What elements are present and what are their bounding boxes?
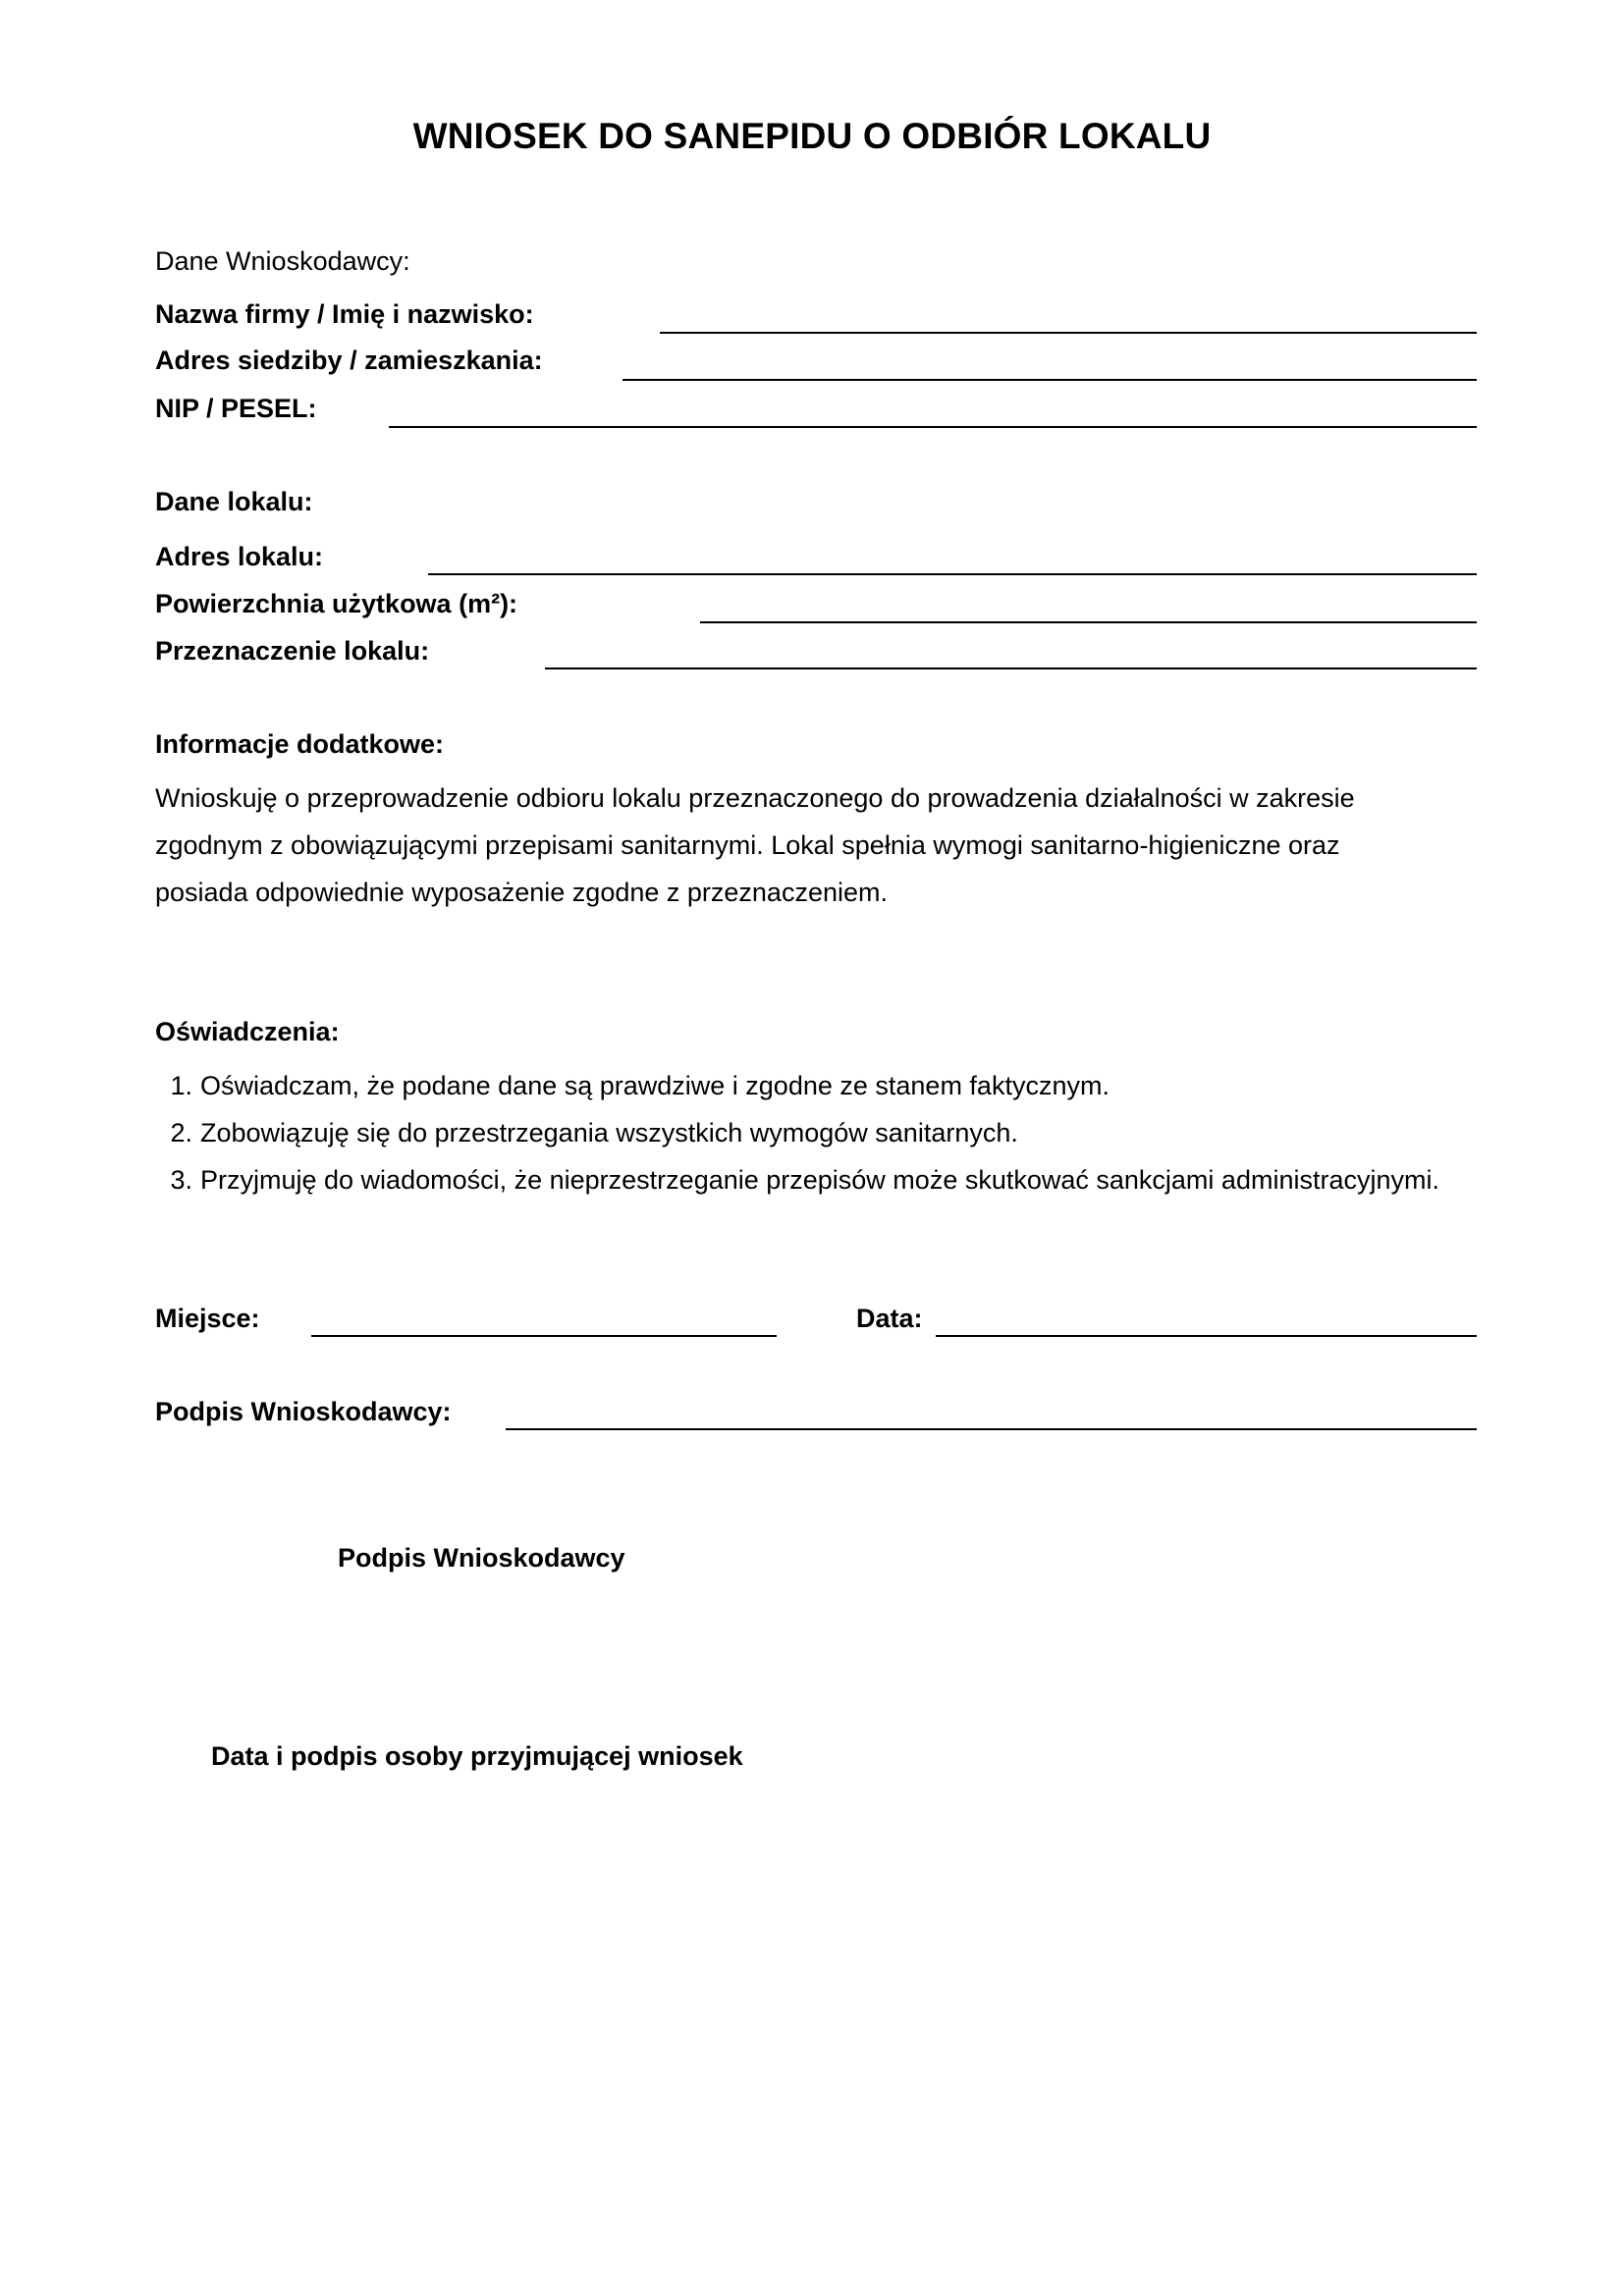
usable-area-field[interactable] [700, 621, 1477, 623]
document-title: WNIOSEK DO SANEPIDU O ODBIÓR LOKALU [412, 116, 1212, 156]
date-field[interactable] [936, 1335, 1477, 1337]
company-name-field[interactable] [660, 332, 1477, 334]
additional-info-heading: Informacje dodatkowe: [155, 729, 445, 759]
place-field[interactable] [311, 1335, 777, 1337]
premises-address-label: Adres lokalu: [155, 542, 324, 571]
nip-pesel-label: NIP / PESEL: [155, 394, 317, 423]
declaration-number: 2. [170, 1118, 192, 1148]
nip-pesel-field[interactable] [389, 426, 1477, 428]
additional-info-line: zgodnym z obowiązującymi przepisami sanitarnymi. Lokal spełnia wymogi sanitarno-higieniczne oraz [155, 830, 1340, 860]
date-label: Data: [856, 1304, 923, 1333]
usable-area-label: Powierzchnia użytkowa (m²): [155, 589, 518, 618]
declaration-text: Zobowiązuję się do przestrzegania wszystkich wymogów sanitarnych. [200, 1118, 1018, 1148]
address-label: Adres siedziby / zamieszkania: [155, 346, 543, 375]
signature-label: Podpis Wnioskodawcy: [155, 1397, 452, 1426]
declarations-list [155, 1062, 1439, 1203]
declaration-item [155, 1109, 1439, 1156]
declaration-item [155, 1062, 1439, 1109]
place-label: Miejsce: [155, 1304, 260, 1333]
declaration-text: Przyjmuję do wiadomości, że nieprzestrzeganie przepisów może skutkować sankcjami administracyjnymi. [200, 1165, 1439, 1195]
receiver-signature-caption: Data i podpis osoby przyjmującej wniosek [211, 1741, 743, 1771]
premises-purpose-field[interactable] [545, 667, 1477, 669]
signature-field[interactable] [506, 1428, 1477, 1430]
additional-info-line: Wnioskuję o przeprowadzenie odbioru lokalu przeznaczonego do prowadzenia działalności w zakresie [155, 783, 1355, 813]
additional-info-paragraph [155, 774, 1490, 916]
declaration-number: 1. [170, 1071, 192, 1100]
premises-heading: Dane lokalu: [155, 487, 313, 516]
address-field[interactable] [623, 379, 1477, 381]
declarations-heading: Oświadczenia: [155, 1017, 340, 1046]
applicant-heading: Dane Wnioskodawcy: [155, 246, 410, 276]
applicant-signature-caption: Podpis Wnioskodawcy [338, 1543, 625, 1573]
premises-purpose-label: Przeznaczenie lokalu: [155, 636, 430, 666]
declaration-text: Oświadczam, że podane dane są prawdziwe i zgodne ze stanem faktycznym. [200, 1071, 1110, 1100]
premises-address-field[interactable] [428, 573, 1477, 575]
declaration-number: 3. [170, 1165, 192, 1195]
declaration-item [155, 1156, 1439, 1203]
additional-info-line: posiada odpowiednie wyposażenie zgodne z przeznaczeniem. [155, 878, 888, 907]
company-name-label: Nazwa firmy / Imię i nazwisko: [155, 299, 534, 329]
